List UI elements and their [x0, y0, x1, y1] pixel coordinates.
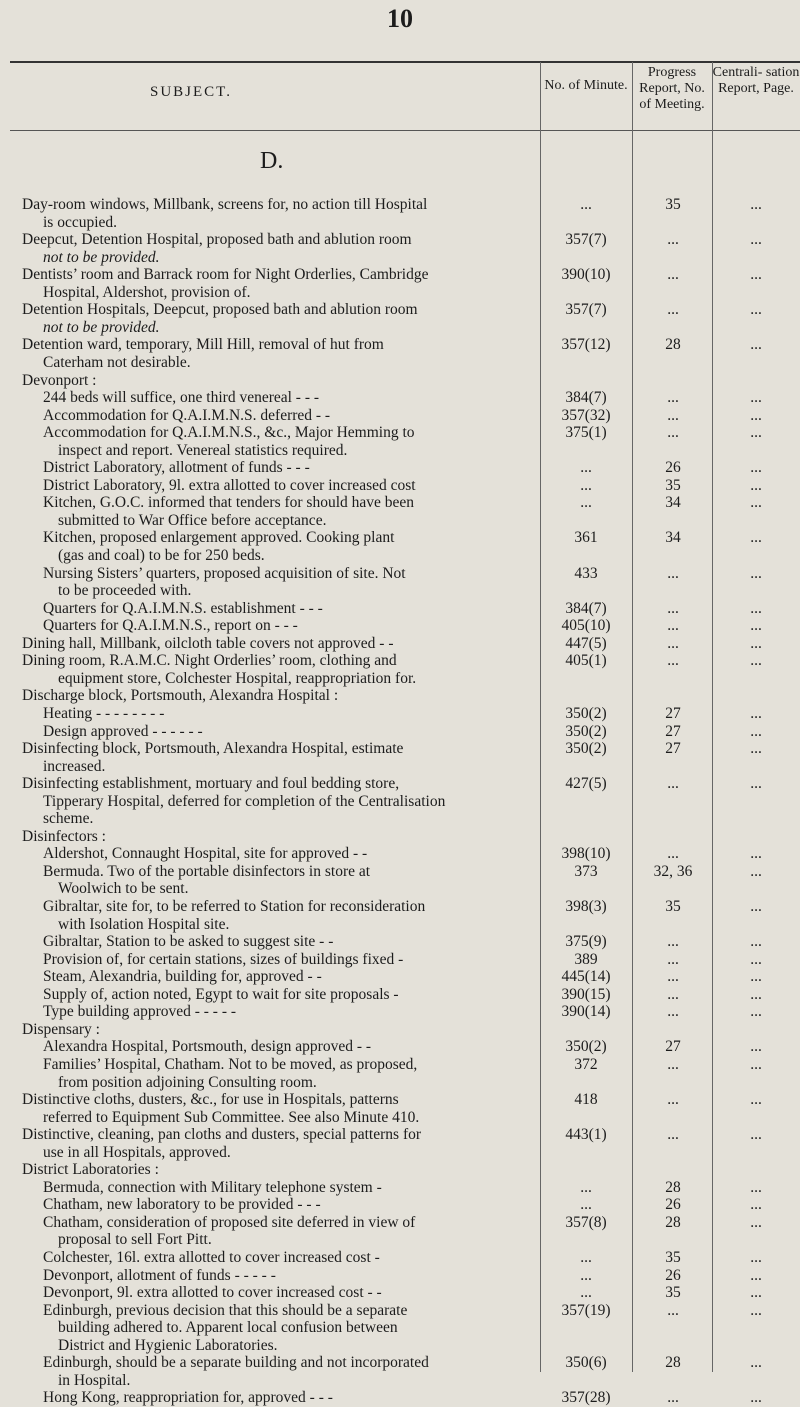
- index-line: [0, 1056, 800, 1074]
- minute-number: 427(5): [565, 775, 607, 793]
- minute-col-heading: No. of Minute.: [544, 78, 628, 93]
- minute-number: 405(10): [561, 617, 611, 635]
- minute-number: 375(1): [565, 424, 607, 442]
- index-line: [0, 266, 800, 284]
- index-line: [0, 1337, 800, 1355]
- minute-number: ...: [580, 1266, 592, 1284]
- progress-report-number: ...: [667, 617, 679, 635]
- centralisation-page: ...: [750, 406, 762, 424]
- index-line: [0, 424, 800, 442]
- minute-number: ...: [580, 1284, 592, 1302]
- minute-number: 350(2): [565, 722, 607, 740]
- entry-text: Caterham not desirable.: [43, 353, 191, 371]
- index-line: [0, 1284, 800, 1302]
- progress-report-number: ...: [667, 1389, 679, 1407]
- index-line: [0, 319, 800, 337]
- minute-number: ...: [580, 1178, 592, 1196]
- centralisation-page: ...: [750, 1038, 762, 1056]
- minute-number: 398(3): [565, 898, 607, 915]
- centralisation-page: ...: [750, 1196, 762, 1214]
- centralisation-page: ...: [750, 529, 762, 547]
- entry-text: Deepcut, Detention Hospital, proposed bath and ablution room: [22, 231, 412, 249]
- centralisation-page: ...: [750, 1213, 762, 1231]
- entry-text: in Hospital.: [58, 1371, 131, 1389]
- index-line: [0, 863, 800, 881]
- entry-text: Woolwich to be sent.: [58, 880, 189, 898]
- progress-col-heading: Progress Report, No. of Meeting.: [639, 65, 705, 112]
- centralisation-page: ...: [750, 1266, 762, 1284]
- progress-report-number: ...: [667, 599, 679, 617]
- entry-text: Disinfecting block, Portsmouth, Alexandra Hospital, estimate: [22, 740, 404, 758]
- index-line: [0, 582, 800, 600]
- entry-text: Gibraltar, Station to be asked to suggest site - -: [43, 933, 334, 951]
- progress-report-number: ...: [667, 933, 679, 951]
- index-line: [0, 336, 800, 354]
- minute-number: 384(7): [565, 389, 607, 407]
- minute-number: 443(1): [565, 1126, 607, 1144]
- index-line: [0, 968, 800, 986]
- entry-text: Aldershot, Connaught Hospital, site for approved - -: [43, 845, 368, 863]
- index-line: [0, 301, 800, 319]
- entry-text: inspect and report. Venereal statistics required.: [58, 441, 348, 459]
- entry-text: with Isolation Hospital site.: [58, 915, 230, 933]
- centralisation-page: ...: [750, 933, 762, 951]
- progress-report-number: ...: [667, 985, 679, 1003]
- progress-report-number: 27: [665, 704, 681, 722]
- progress-report-number: 27: [665, 722, 681, 740]
- entry-text: Colchester, 16l. extra allotted to cover increased cost -: [43, 1249, 380, 1266]
- centralisation-page: ...: [750, 1301, 762, 1319]
- index-line: [0, 389, 800, 407]
- entry-text: not to be provided.: [43, 318, 160, 336]
- index-line: [0, 951, 800, 969]
- index-line: [0, 477, 800, 495]
- index-line: [0, 214, 800, 232]
- minute-number: 373: [574, 862, 598, 880]
- progress-report-number: 35: [665, 1249, 681, 1266]
- progress-report-number: 28: [665, 1213, 681, 1231]
- centralisation-page: ...: [750, 634, 762, 652]
- centralisation-page: ...: [750, 862, 762, 880]
- minute-number: 350(2): [565, 740, 607, 758]
- centralisation-page: ...: [750, 775, 762, 793]
- progress-report-number: ...: [667, 1126, 679, 1144]
- entry-text: Hospital, Aldershot, provision of.: [43, 283, 251, 301]
- index-line: [0, 1126, 800, 1144]
- centralisation-page: ...: [750, 985, 762, 1003]
- index-line: [0, 758, 800, 776]
- index-line: [0, 494, 800, 512]
- entry-text: submitted to War Office before acceptance.: [58, 511, 327, 529]
- minute-number: 357(12): [561, 336, 611, 354]
- centralisation-page: ...: [750, 740, 762, 758]
- entry-text: Detention Hospitals, Deepcut, proposed bath and ablution room: [22, 301, 418, 319]
- index-line: [0, 1214, 800, 1232]
- entry-text: Gibraltar, site for, to be referred to Station for reconsideration: [43, 898, 426, 915]
- centralisation-page: ...: [750, 652, 762, 670]
- entry-text: Quarters for Q.A.I.M.N.S. establishment - - -: [43, 599, 323, 617]
- entry-text: Heating - - - - - - - -: [43, 704, 165, 722]
- minute-number: 357(28): [561, 1389, 611, 1407]
- index-line: [0, 670, 800, 688]
- minute-number: ...: [580, 476, 592, 494]
- centralisation-page: ...: [750, 1354, 762, 1372]
- column-header: [0, 62, 800, 132]
- entry-text: proposal to sell Fort Pitt.: [58, 1231, 212, 1249]
- entry-text: Distinctive, cleaning, pan cloths and dusters, special patterns for: [22, 1126, 422, 1144]
- progress-report-number: ...: [667, 424, 679, 442]
- centralisation-page: ...: [750, 389, 762, 407]
- entry-text: District Laboratory, 9l. extra allotted to cover increased cost: [43, 476, 416, 494]
- progress-report-number: 28: [665, 1354, 681, 1372]
- progress-report-number: ...: [667, 968, 679, 986]
- centralisation-page: ...: [750, 599, 762, 617]
- centralisation-page: ...: [750, 336, 762, 354]
- section-letter: D.: [260, 148, 284, 174]
- entry-text: Design approved - - - - - -: [43, 722, 203, 740]
- progress-report-number: ...: [667, 845, 679, 863]
- entry-text: Bermuda, connection with Military telephone system -: [43, 1178, 382, 1196]
- entry-text: Accommodation for Q.A.I.M.N.S., &c., Major Hemming to: [43, 424, 415, 442]
- minute-number: 350(6): [565, 1354, 607, 1372]
- entry-text: scheme.: [43, 810, 94, 828]
- entry-text: Tipperary Hospital, deferred for completion of the Centralisation: [43, 792, 446, 810]
- entry-text: Chatham, new laboratory to be provided - - -: [43, 1196, 321, 1214]
- entry-text: Provision of, for certain stations, sizes of buildings fixed -: [43, 950, 404, 968]
- centralisation-page: ...: [750, 1091, 762, 1109]
- entry-text: not to be provided.: [43, 248, 160, 266]
- centralisation-page: ...: [750, 494, 762, 512]
- index-line: [0, 1196, 800, 1214]
- minute-number: 398(10): [561, 845, 611, 863]
- minute-number: 375(9): [565, 933, 607, 951]
- progress-report-number: ...: [667, 1055, 679, 1073]
- centralisation-page: ...: [750, 301, 762, 319]
- entry-text: Accommodation for Q.A.I.M.N.S. deferred - -: [43, 406, 331, 424]
- entry-text: Devonport, allotment of funds - - - - -: [43, 1266, 276, 1284]
- entry-text: Disinfectors :: [22, 827, 106, 845]
- entry-text: referred to Equipment Sub Committee. See also Minute 410.: [43, 1108, 420, 1126]
- centralisation-page: ...: [750, 704, 762, 722]
- index-line: [0, 916, 800, 934]
- index-line: [0, 442, 800, 460]
- centralisation-page: ...: [750, 1249, 762, 1266]
- minute-number: 447(5): [565, 634, 607, 652]
- index-line: [0, 459, 800, 477]
- page-number: 10: [387, 4, 413, 33]
- progress-report-number: ...: [667, 950, 679, 968]
- entry-text: Edinburgh, should be a separate building and not incorporated: [43, 1354, 429, 1372]
- progress-report-number: 28: [665, 336, 681, 354]
- progress-report-number: 26: [665, 459, 681, 477]
- index-line: [0, 547, 800, 565]
- entry-text: use in all Hospitals, approved.: [43, 1143, 231, 1161]
- entry-text: Supply of, action noted, Egypt to wait for site proposals -: [43, 985, 399, 1003]
- entry-text: Steam, Alexandria, building for, approved - -: [43, 968, 322, 986]
- entry-text: Edinburgh, previous decision that this should be a separate: [43, 1301, 408, 1319]
- minute-number: 445(14): [561, 968, 611, 986]
- entry-text: Discharge block, Portsmouth, Alexandra Hospital :: [22, 687, 339, 705]
- index-line: [0, 1161, 800, 1179]
- index-line: [0, 1003, 800, 1021]
- entry-text: District and Hygienic Laboratories.: [58, 1336, 278, 1354]
- index-line: [0, 687, 800, 705]
- index-line: [0, 1179, 800, 1197]
- minute-number: 418: [574, 1091, 598, 1109]
- index-line: [0, 635, 800, 653]
- minute-number: 372: [574, 1055, 598, 1073]
- entry-text: Chatham, consideration of proposed site deferred in view of: [43, 1213, 416, 1231]
- entry-text: Detention ward, temporary, Mill Hill, removal of hut from: [22, 336, 384, 354]
- minute-number: 390(15): [561, 985, 611, 1003]
- centralisation-page: ...: [750, 1126, 762, 1144]
- minute-number: ...: [580, 459, 592, 477]
- index-line: [0, 1021, 800, 1039]
- entry-text: Dentists’ room and Barrack room for Night Orderlies, Cambridge: [22, 266, 429, 284]
- entry-text: (gas and coal) to be for 250 beds.: [58, 547, 265, 564]
- progress-report-number: 26: [665, 1266, 681, 1284]
- progress-report-number: ...: [667, 775, 679, 793]
- progress-report-number: 27: [665, 740, 681, 758]
- progress-report-number: ...: [667, 634, 679, 652]
- centralisation-page: ...: [750, 476, 762, 494]
- minute-number: 433: [574, 564, 598, 582]
- centralisation-page: ...: [750, 231, 762, 249]
- index-line: [0, 828, 800, 846]
- index-line: [0, 652, 800, 670]
- entry-text: Dining hall, Millbank, oilcloth table covers not approved - -: [22, 634, 394, 652]
- index-line: [0, 705, 800, 723]
- minute-number: 390(14): [561, 1003, 611, 1021]
- progress-report-number: ...: [667, 389, 679, 407]
- index-line: [0, 512, 800, 530]
- centralisation-col-heading: Centrali- sation Report, Page.: [712, 65, 800, 96]
- index-line: [0, 231, 800, 249]
- centralisation-page: ...: [750, 950, 762, 968]
- minute-number: ...: [580, 1196, 592, 1214]
- entry-text: building adhered to. Apparent local confusion between: [58, 1319, 398, 1337]
- centralisation-page: ...: [750, 1178, 762, 1196]
- minute-number: 350(2): [565, 1038, 607, 1056]
- index-line: [0, 1389, 800, 1407]
- progress-report-number: ...: [667, 564, 679, 582]
- entry-text: Bermuda. Two of the portable disinfectors in store at: [43, 862, 371, 880]
- index-line: [0, 1249, 800, 1267]
- entry-text: Alexandra Hospital, Portsmouth, design approved - -: [43, 1038, 372, 1056]
- minute-number: 384(7): [565, 599, 607, 617]
- index-line: [0, 1231, 800, 1249]
- entry-text: to be proceeded with.: [58, 582, 192, 600]
- index-line: [0, 898, 800, 916]
- index-line: [0, 880, 800, 898]
- entry-text: District Laboratory, allotment of funds - - -: [43, 459, 310, 477]
- progress-report-number: 35: [665, 1284, 681, 1302]
- entry-text: Kitchen, proposed enlargement approved. Cooking plant: [43, 529, 395, 547]
- index-line: [0, 986, 800, 1004]
- minute-number: ...: [580, 1249, 592, 1266]
- entry-text: Dining room, R.A.M.C. Night Orderlies’ room, clothing and: [22, 652, 397, 670]
- centralisation-page: ...: [750, 1055, 762, 1073]
- index-line: [0, 1109, 800, 1127]
- entry-text: increased.: [43, 757, 106, 775]
- index-line: [0, 407, 800, 425]
- index-line: [0, 933, 800, 951]
- entry-text: Quarters for Q.A.I.M.N.S., report on - - -: [43, 617, 298, 635]
- index-line: [0, 1074, 800, 1092]
- centralisation-page: ...: [750, 617, 762, 635]
- entry-text: equipment store, Colchester Hospital, reappropriation for.: [58, 669, 417, 687]
- minute-number: 361: [574, 529, 598, 547]
- index-line: [0, 565, 800, 583]
- index-line: [0, 1372, 800, 1390]
- centralisation-page: ...: [750, 1003, 762, 1021]
- index-line: [0, 249, 800, 267]
- index-line: [0, 723, 800, 741]
- index-line: [0, 617, 800, 635]
- centralisation-page: ...: [750, 196, 762, 213]
- index-line: [0, 372, 800, 390]
- index-line: [0, 793, 800, 811]
- entry-text: District Laboratories :: [22, 1161, 159, 1179]
- centralisation-page: ...: [750, 424, 762, 442]
- progress-report-number: ...: [667, 231, 679, 249]
- index-line: [0, 1267, 800, 1285]
- index-line: [0, 740, 800, 758]
- minute-number: 389: [574, 950, 598, 968]
- index-line: [0, 775, 800, 793]
- entry-text: Dispensary :: [22, 1020, 100, 1038]
- entry-text: Day-room windows, Millbank, screens for, no action till Hospital: [22, 196, 428, 213]
- progress-report-number: 35: [665, 476, 681, 494]
- entry-text: Devonport :: [22, 371, 97, 389]
- progress-report-number: ...: [667, 1301, 679, 1319]
- centralisation-page: ...: [750, 845, 762, 863]
- centralisation-page: ...: [750, 564, 762, 582]
- index-line: [0, 1302, 800, 1320]
- entry-text: Distinctive cloths, dusters, &c., for use in Hospitals, patterns: [22, 1091, 399, 1109]
- minute-number: ...: [580, 494, 592, 512]
- entry-text: from position adjoining Consulting room.: [58, 1073, 317, 1091]
- entry-text: 244 beds will suffice, one third venereal - - -: [43, 389, 320, 407]
- header-rule-bottom: [10, 130, 800, 131]
- index-line: [0, 196, 800, 214]
- index-line: [0, 1144, 800, 1162]
- progress-report-number: 32, 36: [653, 862, 693, 880]
- centralisation-page: ...: [750, 266, 762, 284]
- centralisation-page: ...: [750, 898, 762, 915]
- index-line: [0, 845, 800, 863]
- minute-number: 350(2): [565, 704, 607, 722]
- progress-report-number: ...: [667, 406, 679, 424]
- entry-text: Nursing Sisters’ quarters, proposed acquisition of site. Not: [43, 564, 406, 582]
- subject-heading: SUBJECT.: [150, 84, 232, 100]
- progress-report-number: 34: [665, 494, 681, 512]
- centralisation-page: ...: [750, 459, 762, 477]
- index-line: [0, 1091, 800, 1109]
- index-line: [0, 1319, 800, 1337]
- entry-text: Kitchen, G.O.C. informed that tenders for should have been: [43, 494, 415, 512]
- centralisation-page: ...: [750, 722, 762, 740]
- minute-number: 357(7): [565, 231, 607, 249]
- progress-report-number: ...: [667, 1091, 679, 1109]
- minute-number: 405(1): [565, 652, 607, 670]
- progress-report-number: 34: [665, 529, 681, 547]
- index-line: [0, 529, 800, 547]
- index-line: [0, 810, 800, 828]
- minute-number: ...: [580, 196, 592, 213]
- progress-report-number: ...: [667, 301, 679, 319]
- entry-text: Devonport, 9l. extra allotted to cover increased cost - -: [43, 1284, 382, 1302]
- entry-text: Type building approved - - - - -: [43, 1003, 237, 1021]
- minute-number: 357(19): [561, 1301, 611, 1319]
- entry-text: Hong Kong, reappropriation for, approved - - -: [43, 1389, 333, 1407]
- progress-report-number: 35: [665, 196, 681, 213]
- index-line: [0, 1354, 800, 1372]
- progress-report-number: 28: [665, 1178, 681, 1196]
- minute-number: 357(7): [565, 301, 607, 319]
- minute-number: 357(32): [561, 406, 611, 424]
- progress-report-number: ...: [667, 652, 679, 670]
- progress-report-number: 35: [665, 898, 681, 915]
- entry-text: Disinfecting establishment, mortuary and foul bedding store,: [22, 775, 400, 793]
- entry-text: is occupied.: [43, 213, 118, 231]
- centralisation-page: ...: [750, 968, 762, 986]
- index-line: [0, 354, 800, 372]
- progress-report-number: ...: [667, 266, 679, 284]
- entry-text: Families’ Hospital, Chatham. Not to be moved, as proposed,: [43, 1055, 418, 1073]
- minute-number: 390(10): [561, 266, 611, 284]
- progress-report-number: 26: [665, 1196, 681, 1214]
- centralisation-page: ...: [750, 1389, 762, 1407]
- index-line: [0, 284, 800, 302]
- index-line: [0, 1038, 800, 1056]
- progress-report-number: ...: [667, 1003, 679, 1021]
- progress-report-number: 27: [665, 1038, 681, 1056]
- minute-number: 357(8): [565, 1213, 607, 1231]
- centralisation-page: ...: [750, 1284, 762, 1302]
- index-line: [0, 600, 800, 618]
